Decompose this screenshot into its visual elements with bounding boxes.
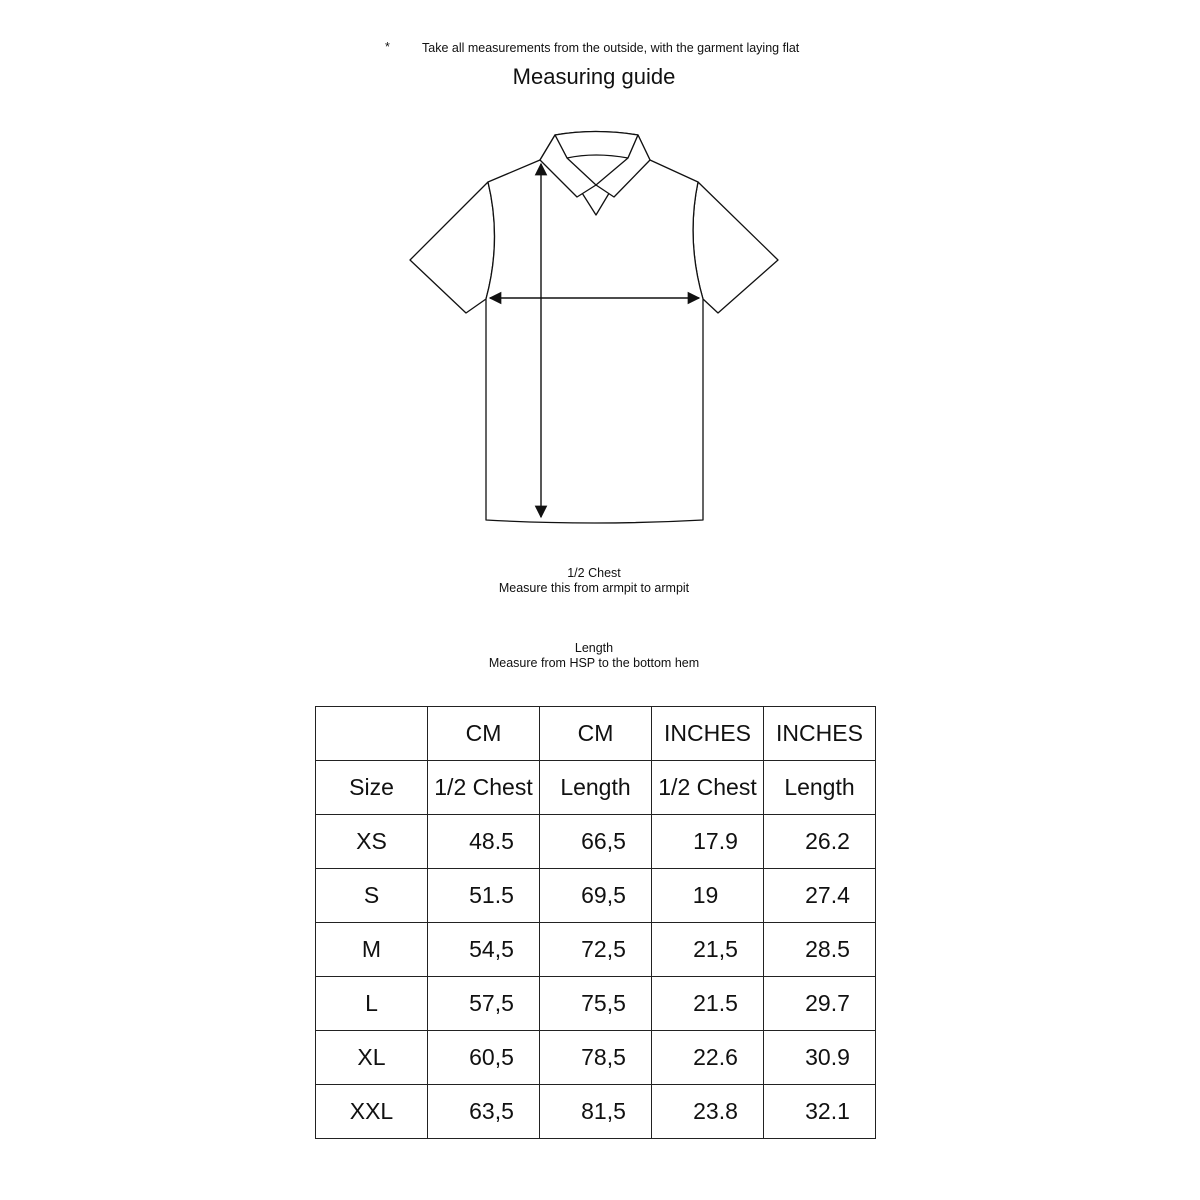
header-cell-chest-cm: 1/2 Chest	[428, 761, 540, 815]
units-cell-inches: INCHES	[764, 707, 876, 761]
value-cell: 69,5	[540, 869, 652, 923]
value-cell: 51.5	[428, 869, 540, 923]
table-row	[316, 815, 876, 869]
value-cell: 19	[652, 869, 764, 923]
size-cell: L	[316, 977, 428, 1031]
length-caption-title: Length	[574, 641, 614, 655]
table-row	[316, 1085, 876, 1139]
units-cell-blank	[316, 707, 428, 761]
size-cell: XS	[316, 815, 428, 869]
size-cell: XL	[316, 1031, 428, 1085]
value-cell: 26.2	[764, 815, 876, 869]
value-cell: 54,5	[428, 923, 540, 977]
value-cell: 72,5	[540, 923, 652, 977]
size-cell: M	[316, 923, 428, 977]
chest-caption	[0, 566, 1188, 596]
measurement-note	[0, 40, 1200, 58]
value-cell: 27.4	[764, 869, 876, 923]
page-title: Measuring guide	[512, 64, 676, 89]
value-cell: 63,5	[428, 1085, 540, 1139]
value-cell: 21.5	[652, 977, 764, 1031]
value-cell: 81,5	[540, 1085, 652, 1139]
value-cell: 30.9	[764, 1031, 876, 1085]
value-cell: 48.5	[428, 815, 540, 869]
note-text: Take all measurements from the outside, with the garment laying flat	[422, 41, 800, 55]
header-cell-length-cm: Length	[540, 761, 652, 815]
header-cell-length-in: Length	[764, 761, 876, 815]
units-cell-cm: CM	[428, 707, 540, 761]
value-cell: 66,5	[540, 815, 652, 869]
table-row	[316, 869, 876, 923]
length-caption	[0, 641, 1188, 671]
units-cell-inches: INCHES	[652, 707, 764, 761]
chest-caption-description: Measure this from armpit to armpit	[498, 581, 690, 595]
size-chart-table	[315, 706, 876, 1139]
value-cell: 23.8	[652, 1085, 764, 1139]
length-caption-description: Measure from HSP to the bottom hem	[488, 656, 700, 670]
value-cell: 57,5	[428, 977, 540, 1031]
value-cell: 22.6	[652, 1031, 764, 1085]
chest-caption-title: 1/2 Chest	[567, 566, 621, 580]
header-row	[316, 761, 876, 815]
units-row	[316, 707, 876, 761]
value-cell: 78,5	[540, 1031, 652, 1085]
value-cell: 21,5	[652, 923, 764, 977]
note-asterisk: *	[385, 40, 390, 54]
units-cell-cm: CM	[540, 707, 652, 761]
value-cell: 29.7	[764, 977, 876, 1031]
value-cell: 28.5	[764, 923, 876, 977]
header-cell-chest-in: 1/2 Chest	[652, 761, 764, 815]
size-cell: XXL	[316, 1085, 428, 1139]
value-cell: 75,5	[540, 977, 652, 1031]
value-cell: 32.1	[764, 1085, 876, 1139]
size-cell: S	[316, 869, 428, 923]
value-cell: 60,5	[428, 1031, 540, 1085]
value-cell: 17.9	[652, 815, 764, 869]
header-cell-size: Size	[316, 761, 428, 815]
table-row	[316, 977, 876, 1031]
polo-shirt-measurement-icon	[400, 125, 790, 535]
table-row	[316, 1031, 876, 1085]
table-row	[316, 923, 876, 977]
